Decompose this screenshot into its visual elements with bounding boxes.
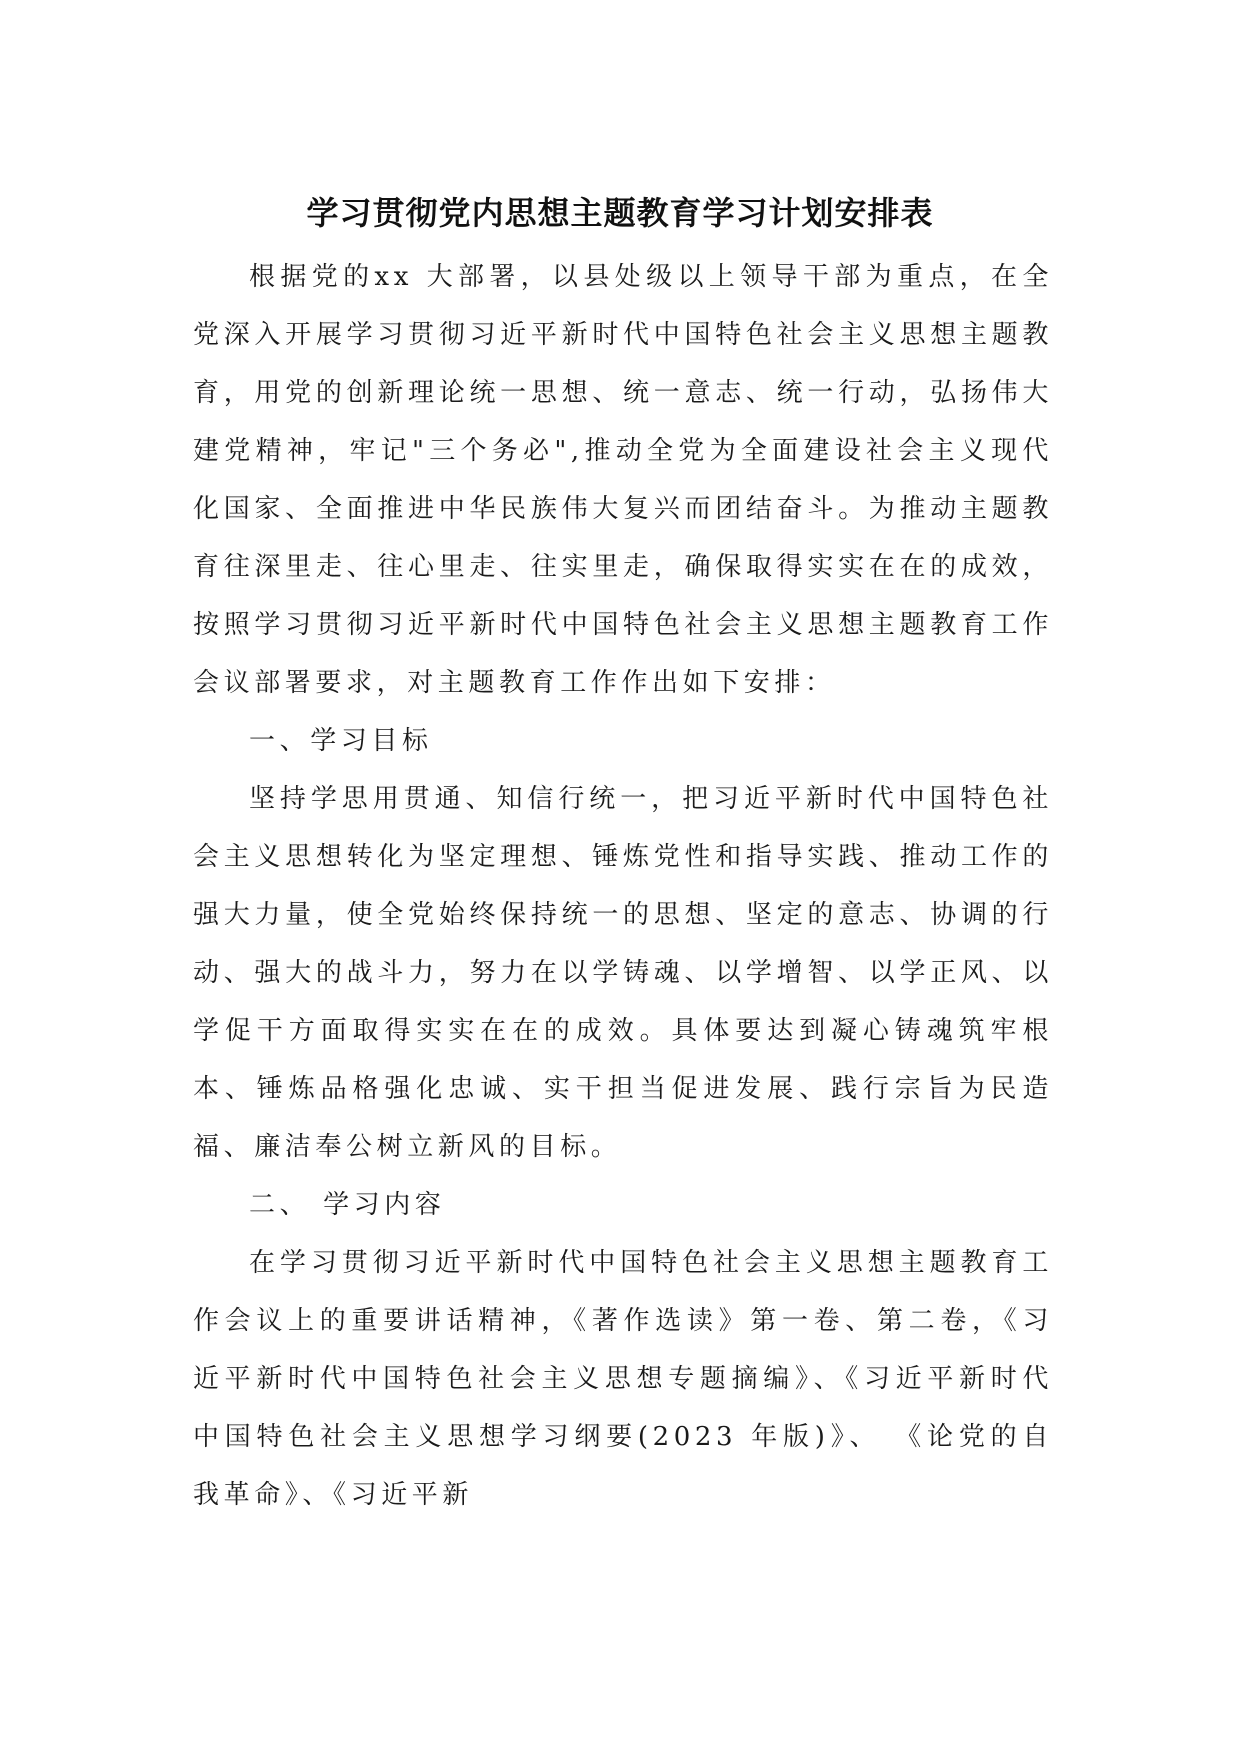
content-paragraph: 在学习贯彻习近平新时代中国特色社会主义思想主题教育工作会议上的重要讲话精神，《著作选读》第一卷、第二卷，《习近平新时代中国特色社会主义思想专题摘编》、《习近平新时代中国特色社会主义思想学习纲要(2023 年版)》、 《论党的自我革命》、《习近平新 — [193, 1248, 1053, 1510]
intro-paragraph: 根据党的xx 大部署，以县处级以上领导干部为重点，在全党深入开展学习贯彻习近平新时代中国特色社会主义思想主题教育，用党的创新理论统一思想、统一意志、统一行动，弘扬伟大建党精神，牢记"三个务必",推动全党为全面建设社会主义现代化国家、全面推进中华民族伟大复兴而团结奋斗。为推动主题教育往深里走、往心里走、往实里走，确保取得实实在在的成效，按照学习贯彻习近平新时代中国特色社会主义思想主题教育工作会议部署要求，对主题教育工作作出如下安排： — [193, 262, 1053, 698]
goals-paragraph: 坚持学思用贯通、知信行统一，把习近平新时代中国特色社会主义思想转化为坚定理想、锤炼党性和指导实践、推动工作的强大力量，使全党始终保持统一的思想、坚定的意志、协调的行动、强大的战斗力，努力在以学铸魂、以学增智、以学正风、以学促干方面取得实实在在的成效。具体要达到凝心铸魂筑牢根本、锤炼品格强化忠诚、实干担当促进发展、践行宗旨为民造福、廉洁奉公树立新风的目标。 — [193, 784, 1053, 1162]
section-heading-goals: 一、学习目标 — [249, 726, 433, 756]
document-body — [193, 248, 1053, 1524]
document-title: 学习贯彻党内思想主题教育学习计划安排表 — [306, 194, 934, 232]
section-heading-content: 二、 学习内容 — [249, 1190, 446, 1220]
